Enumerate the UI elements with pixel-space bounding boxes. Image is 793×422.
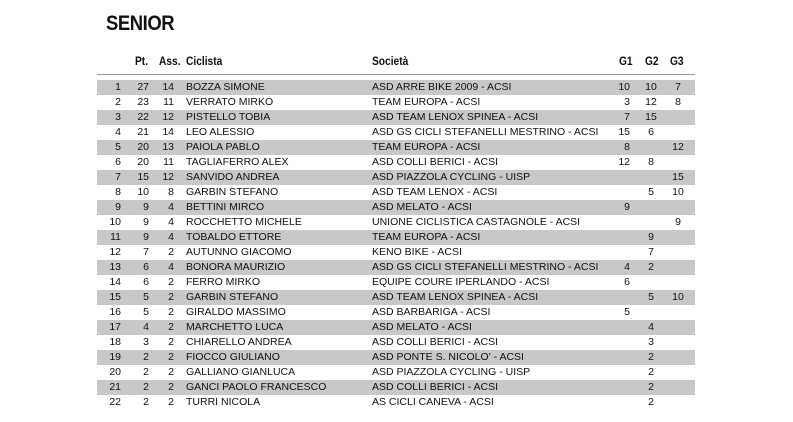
cell-pos: 7 — [115, 171, 121, 183]
cell-societa: ASD COLLI BERICI - ACSI — [372, 156, 499, 168]
cell-g3: 8 — [675, 96, 681, 108]
cell-pos: 17 — [109, 321, 121, 333]
cell-g2: 2 — [648, 261, 654, 273]
cell-societa: ASD TEAM LENOX - ACSI — [372, 186, 498, 198]
cell-g3: 7 — [675, 81, 681, 93]
table-row — [97, 290, 695, 305]
cell-ciclista: FERRO MIRKO — [186, 276, 261, 288]
header-pt: Pt. — [135, 54, 149, 68]
table-row — [97, 155, 695, 170]
cell-ciclista: GIRALDO MASSIMO — [186, 306, 286, 318]
cell-societa: ASD PONTE S. NICOLO' - ACSI — [372, 351, 524, 363]
cell-pt: 22 — [137, 111, 149, 123]
cell-societa: ASD PIAZZOLA CYCLING - UISP — [372, 366, 531, 378]
cell-g1: 15 — [618, 126, 630, 138]
table-row — [97, 305, 695, 320]
cell-ciclista: ROCCHETTO MICHELE — [186, 216, 302, 228]
cell-ciclista: PISTELLO TOBIA — [186, 111, 271, 123]
cell-g2: 5 — [648, 291, 654, 303]
cell-pos: 21 — [109, 381, 121, 393]
table-row — [97, 170, 695, 185]
cell-g2: 7 — [648, 246, 654, 258]
cell-pt: 2 — [143, 366, 149, 378]
cell-societa: ASD MELATO - ACSI — [372, 201, 472, 213]
cell-societa: ASD MELATO - ACSI — [372, 321, 472, 333]
cell-g1: 10 — [618, 81, 630, 93]
cell-pt: 6 — [143, 261, 149, 273]
cell-pt: 5 — [143, 306, 149, 318]
cell-ciclista: GALLIANO GIANLUCA — [186, 366, 296, 378]
cell-g3: 15 — [672, 171, 684, 183]
cell-ciclista: TOBALDO ETTORE — [186, 231, 282, 243]
header-g2: G2 — [645, 54, 659, 68]
cell-pt: 6 — [143, 276, 149, 288]
cell-pos: 20 — [109, 366, 121, 378]
cell-g1: 8 — [624, 141, 630, 153]
cell-societa: ASD TEAM LENOX SPINEA - ACSI — [372, 291, 539, 303]
cell-ass: 2 — [168, 366, 174, 378]
cell-societa: TEAM EUROPA - ACSI — [372, 231, 481, 243]
cell-g1: 4 — [624, 261, 630, 273]
cell-ciclista: BONORA MAURIZIO — [186, 261, 286, 273]
standings-table — [97, 80, 695, 410]
cell-ciclista: TURRI NICOLA — [186, 396, 261, 408]
table-header — [97, 50, 695, 75]
cell-pt: 2 — [143, 351, 149, 363]
cell-g2: 8 — [648, 156, 654, 168]
cell-societa: ASD TEAM LENOX SPINEA - ACSI — [372, 111, 539, 123]
cell-ass: 4 — [168, 231, 174, 243]
cell-pt: 20 — [137, 141, 149, 153]
header-ass: Ass. — [159, 54, 181, 68]
table-row — [97, 320, 695, 335]
cell-societa: ASD GS CICLI STEFANELLI MESTRINO - ACSI — [372, 261, 599, 273]
cell-pt: 21 — [137, 126, 149, 138]
cell-ass: 13 — [162, 141, 174, 153]
cell-ass: 2 — [168, 321, 174, 333]
cell-ass: 2 — [168, 381, 174, 393]
cell-g3: 10 — [672, 291, 684, 303]
cell-ciclista: BETTINI MIRCO — [186, 201, 265, 213]
header-ciclista: Ciclista — [186, 54, 223, 68]
table-row — [97, 140, 695, 155]
cell-pos: 6 — [115, 156, 121, 168]
cell-pos: 14 — [109, 276, 121, 288]
cell-ass: 2 — [168, 351, 174, 363]
cell-societa: ASD COLLI BERICI - ACSI — [372, 381, 499, 393]
cell-g2: 6 — [648, 126, 654, 138]
cell-g2: 9 — [648, 231, 654, 243]
cell-societa: KENO BIKE - ACSI — [372, 246, 462, 258]
cell-ass: 12 — [162, 111, 174, 123]
cell-ciclista: LEO ALESSIO — [186, 126, 255, 138]
cell-pos: 1 — [115, 81, 121, 93]
table-row — [97, 275, 695, 290]
cell-pos: 9 — [115, 201, 121, 213]
cell-ass: 4 — [168, 201, 174, 213]
cell-pt: 23 — [137, 96, 149, 108]
cell-g2: 5 — [648, 186, 654, 198]
cell-pos: 10 — [109, 216, 121, 228]
cell-ass: 2 — [168, 246, 174, 258]
cell-ciclista: MARCHETTO LUCA — [186, 321, 284, 333]
cell-pos: 8 — [115, 186, 121, 198]
cell-ciclista: FIOCCO GIULIANO — [186, 351, 280, 363]
cell-g1: 12 — [618, 156, 630, 168]
cell-ciclista: GARBIN STEFANO — [186, 291, 279, 303]
cell-pt: 20 — [137, 156, 149, 168]
cell-g2: 4 — [648, 321, 654, 333]
cell-g2: 2 — [648, 396, 654, 408]
cell-ass: 4 — [168, 216, 174, 228]
cell-pt: 15 — [137, 171, 149, 183]
cell-pos: 4 — [115, 126, 121, 138]
table-row — [97, 245, 695, 260]
header-g1: G1 — [619, 54, 633, 68]
cell-pt: 9 — [143, 231, 149, 243]
cell-g1: 9 — [624, 201, 630, 213]
table-row — [97, 350, 695, 365]
cell-ciclista: SANVIDO ANDREA — [186, 171, 280, 183]
cell-pos: 22 — [109, 396, 121, 408]
cell-pos: 11 — [110, 231, 121, 243]
table-row — [97, 200, 695, 215]
cell-ass: 14 — [162, 81, 174, 93]
cell-societa: EQUIPE COURE IPERLANDO - ACSI — [372, 276, 550, 288]
cell-societa: TEAM EUROPA - ACSI — [372, 96, 481, 108]
cell-pt: 5 — [143, 291, 149, 303]
cell-ass: 2 — [168, 276, 174, 288]
cell-ass: 11 — [163, 96, 174, 108]
cell-g3: 12 — [672, 141, 684, 153]
cell-ass: 2 — [168, 306, 174, 318]
cell-ciclista: PAIOLA PABLO — [186, 141, 260, 153]
cell-pos: 3 — [115, 111, 121, 123]
cell-ass: 8 — [168, 186, 174, 198]
cell-g2: 3 — [648, 336, 654, 348]
cell-pos: 19 — [109, 351, 121, 363]
cell-pt: 9 — [143, 201, 149, 213]
cell-pt: 27 — [137, 81, 149, 93]
cell-societa: ASD ARRE BIKE 2009 - ACSI — [372, 81, 512, 93]
cell-ass: 11 — [163, 156, 174, 168]
cell-societa: ASD PIAZZOLA CYCLING - UISP — [372, 171, 531, 183]
cell-ass: 2 — [168, 291, 174, 303]
table-row — [97, 95, 695, 110]
cell-pos: 12 — [109, 246, 121, 258]
cell-societa: AS CICLI CANEVA - ACSI — [372, 396, 494, 408]
cell-g1: 3 — [624, 96, 630, 108]
cell-pt: 9 — [143, 216, 149, 228]
cell-g2: 15 — [645, 111, 657, 123]
cell-pos: 2 — [115, 96, 121, 108]
cell-ass: 12 — [162, 171, 174, 183]
cell-g1: 6 — [624, 276, 630, 288]
table-row — [97, 380, 695, 395]
cell-pt: 7 — [143, 246, 149, 258]
table-row — [97, 365, 695, 380]
table-row — [97, 230, 695, 245]
cell-ass: 4 — [168, 261, 174, 273]
cell-ciclista: VERRATO MIRKO — [186, 96, 274, 108]
header-societa: Società — [372, 54, 409, 68]
table-row — [97, 185, 695, 200]
cell-g3: 9 — [675, 216, 681, 228]
cell-pt: 10 — [137, 186, 149, 198]
cell-ciclista: BOZZA SIMONE — [186, 81, 265, 93]
cell-pt: 3 — [143, 336, 149, 348]
cell-ciclista: TAGLIAFERRO ALEX — [186, 156, 289, 168]
cell-g1: 5 — [624, 306, 630, 318]
cell-societa: ASD GS CICLI STEFANELLI MESTRINO - ACSI — [372, 126, 599, 138]
cell-g2: 10 — [645, 81, 657, 93]
cell-ass: 2 — [168, 336, 174, 348]
cell-pos: 18 — [109, 336, 121, 348]
cell-pos: 16 — [109, 306, 121, 318]
cell-ass: 2 — [168, 396, 174, 408]
cell-ciclista: AUTUNNO GIACOMO — [186, 246, 292, 258]
table-row — [97, 335, 695, 350]
cell-g3: 10 — [672, 186, 684, 198]
cell-pos: 5 — [115, 141, 121, 153]
header-g3: G3 — [670, 54, 684, 68]
table-row — [97, 80, 695, 95]
cell-pt: 2 — [143, 381, 149, 393]
table-row — [97, 125, 695, 140]
cell-pos: 15 — [109, 291, 121, 303]
page-title: SENIOR — [106, 12, 175, 35]
table-row — [97, 215, 695, 230]
cell-pt: 2 — [143, 396, 149, 408]
cell-pt: 4 — [143, 321, 149, 333]
cell-g2: 2 — [648, 366, 654, 378]
cell-societa: ASD COLLI BERICI - ACSI — [372, 336, 499, 348]
cell-ciclista: CHIARELLO ANDREA — [186, 336, 292, 348]
cell-ass: 14 — [162, 126, 174, 138]
cell-g1: 7 — [624, 111, 630, 123]
cell-societa: ASD BARBARIGA - ACSI — [372, 306, 491, 318]
cell-societa: TEAM EUROPA - ACSI — [372, 141, 481, 153]
table-row — [97, 395, 695, 410]
cell-g2: 2 — [648, 381, 654, 393]
table-row — [97, 260, 695, 275]
cell-g2: 2 — [648, 351, 654, 363]
cell-ciclista: GARBIN STEFANO — [186, 186, 279, 198]
table-row — [97, 110, 695, 125]
cell-g2: 12 — [645, 96, 657, 108]
cell-pos: 13 — [109, 261, 121, 273]
cell-societa: UNIONE CICLISTICA CASTAGNOLE - ACSI — [372, 216, 581, 228]
cell-ciclista: GANCI PAOLO FRANCESCO — [186, 381, 327, 393]
